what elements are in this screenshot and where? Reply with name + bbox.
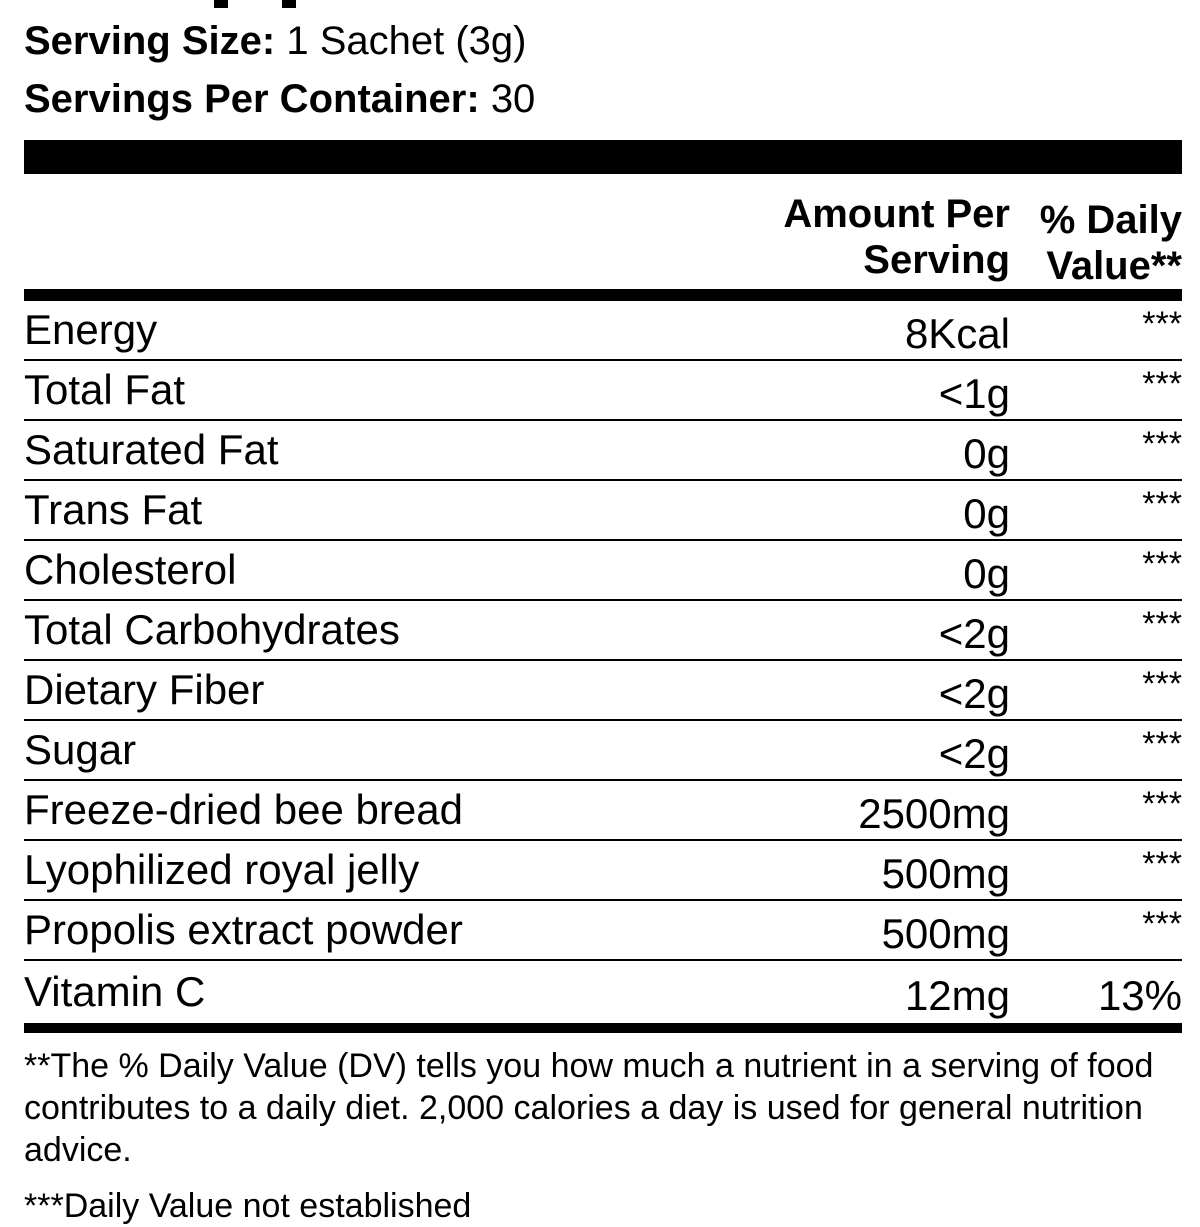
- footer-divider: [24, 1023, 1182, 1033]
- nutrient-name: Saturated Fat: [24, 426, 279, 473]
- nutrient-amount: 500mg: [881, 850, 1010, 897]
- nutrient-row: [24, 601, 1182, 661]
- nutrient-daily-value: ***: [1142, 784, 1182, 823]
- nutrient-amount: 0g: [963, 490, 1010, 537]
- nutrient-table: [24, 301, 1182, 1023]
- nutrient-daily-value: ***: [1142, 724, 1182, 763]
- nutrient-row: [24, 901, 1182, 961]
- nutrient-amount: 0g: [963, 550, 1010, 597]
- nutrient-name: Propolis extract powder: [24, 906, 463, 953]
- serving-size-label: Serving Size:: [24, 19, 276, 63]
- nutrient-amount: 12mg: [904, 972, 1010, 1019]
- nutrient-daily-value: ***: [1142, 844, 1182, 883]
- nutrient-row: [24, 541, 1182, 601]
- title-fragment: [24, 0, 1182, 12]
- nutrient-daily-value: ***: [1142, 544, 1182, 583]
- nutrient-name: Energy: [24, 306, 158, 353]
- nutrient-row: [24, 661, 1182, 721]
- header-divider: [24, 289, 1182, 301]
- title-glyph-fragment: [214, 0, 228, 8]
- nutrient-name: Trans Fat: [24, 486, 203, 533]
- serving-size-value: 1 Sachet (3g): [286, 19, 527, 63]
- column-header-row: [24, 174, 1182, 289]
- nutrient-amount: 500mg: [881, 910, 1010, 957]
- nutrient-amount: 2500mg: [858, 790, 1010, 837]
- nutrient-daily-value: ***: [1142, 484, 1182, 523]
- nutrient-row: [24, 781, 1182, 841]
- nutrient-amount: 8Kcal: [904, 310, 1010, 357]
- nutrient-amount: 0g: [963, 430, 1010, 477]
- nutrient-name: Lyophilized royal jelly: [24, 846, 420, 893]
- daily-value-footnote: **The % Daily Value (DV) tells you how much a nutrient in a serving of food contributes to a daily diet. 2,000 calories a day is used for general nutrition advice.: [24, 1047, 1154, 1169]
- nutrient-daily-value: ***: [1142, 664, 1182, 703]
- daily-value-header: % Daily Value**: [1039, 198, 1182, 288]
- nutrient-daily-value: ***: [1142, 364, 1182, 403]
- serving-size: [24, 12, 1182, 70]
- nutrient-amount: <2g: [938, 730, 1010, 777]
- nutrient-daily-value: ***: [1142, 424, 1182, 463]
- nutrient-row: [24, 301, 1182, 361]
- nutrient-name: Dietary Fiber: [24, 666, 265, 713]
- nutrient-row: [24, 841, 1182, 901]
- nutrient-amount: <2g: [938, 670, 1010, 717]
- nutrient-amount: <1g: [938, 370, 1010, 417]
- nutrient-name: Freeze-dried bee bread: [24, 786, 463, 833]
- nutrient-row: [24, 421, 1182, 481]
- title-glyph-fragment: [282, 0, 296, 8]
- servings-per-container-label: Servings Per Container:: [24, 77, 480, 121]
- nutrient-row: [24, 361, 1182, 421]
- nutrition-facts-label: [24, 0, 1182, 1227]
- nutrient-name: Vitamin C: [24, 968, 206, 1015]
- nutrient-name: Total Carbohydrates: [24, 606, 400, 653]
- nutrient-daily-value: 13%: [1097, 972, 1182, 1019]
- servings-per-container-value: 30: [490, 77, 536, 121]
- nutrient-row: [24, 481, 1182, 541]
- nutrient-daily-value: ***: [1142, 304, 1182, 343]
- nutrient-name: Total Fat: [24, 366, 186, 413]
- nutrient-daily-value: ***: [1142, 904, 1182, 943]
- amount-per-serving-header: Amount Per Serving: [783, 192, 1010, 282]
- nutrient-row: [24, 721, 1182, 781]
- nutrient-name: Sugar: [24, 726, 137, 773]
- servings-per-container: [24, 70, 1182, 128]
- nutrient-amount: <2g: [938, 610, 1010, 657]
- nutrient-daily-value: ***: [1142, 604, 1182, 643]
- nutrient-row: [24, 961, 1182, 1023]
- thick-divider: [24, 140, 1182, 174]
- nutrient-name: Cholesterol: [24, 546, 237, 593]
- not-established-footnote: ***Daily Value not established: [24, 1187, 472, 1225]
